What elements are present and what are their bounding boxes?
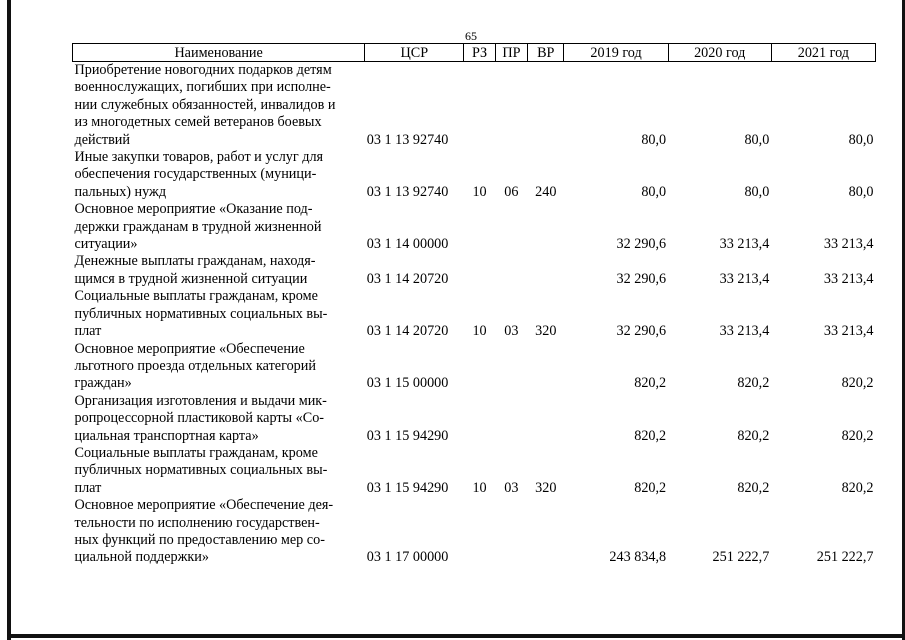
row-rz bbox=[464, 253, 495, 288]
row-name-line: Денежные выплаты гражданам, находя- bbox=[74, 253, 316, 270]
row-name-line: ропроцессорной пластиковой карты «Со- bbox=[74, 410, 325, 427]
table-row bbox=[73, 497, 876, 567]
table-row bbox=[73, 288, 876, 340]
row-name-line: военнослужащих, погибших при исполне- bbox=[74, 79, 331, 96]
row-value-2019: 80,0 bbox=[641, 183, 667, 200]
header-rz: РЗ bbox=[464, 44, 495, 62]
row-rz bbox=[464, 201, 495, 253]
row-csr: 03 1 13 92740 bbox=[366, 131, 449, 148]
row-csr: 03 1 13 92740 bbox=[366, 183, 449, 200]
row-value-2021: 251 222,7 bbox=[816, 549, 874, 566]
row-name-line: льготного проезда отдельных категорий bbox=[74, 357, 316, 374]
row-name-line: циальная транспортная карта» bbox=[74, 427, 259, 444]
row-rz: 10 bbox=[472, 479, 487, 496]
row-name-line: тельности по исполнению государствен- bbox=[74, 514, 320, 531]
row-name-line: нии служебных обязанностей, инвалидов и bbox=[74, 96, 336, 113]
row-name-line: Социальные выплаты гражданам, кроме bbox=[74, 288, 318, 305]
row-vr: 320 bbox=[535, 479, 557, 496]
row-value-2019: 243 834,8 bbox=[609, 549, 667, 566]
row-name-line: Иные закупки товаров, работ и услуг для bbox=[74, 149, 324, 166]
row-rz bbox=[464, 341, 495, 393]
header-2021: 2021 год bbox=[771, 44, 875, 62]
row-name-line: держки гражданам в трудной жизненной bbox=[74, 218, 322, 235]
row-name-line: щимся в трудной жизненной ситуации bbox=[74, 270, 308, 287]
row-pr bbox=[495, 497, 527, 567]
row-value-2020: 820,2 bbox=[737, 479, 770, 496]
row-name bbox=[73, 341, 365, 393]
row-csr: 03 1 17 00000 bbox=[366, 549, 449, 566]
row-csr: 03 1 14 20720 bbox=[366, 323, 449, 340]
row-value-2020: 820,2 bbox=[737, 427, 770, 444]
table-row bbox=[73, 62, 876, 150]
row-name-line: Основное мероприятие «Оказание под- bbox=[74, 201, 313, 218]
row-csr: 03 1 14 20720 bbox=[366, 270, 449, 287]
row-value-2021: 820,2 bbox=[841, 427, 874, 444]
row-name bbox=[73, 201, 365, 253]
row-value-2021: 80,0 bbox=[848, 131, 874, 148]
table-body bbox=[73, 62, 876, 567]
row-value-2021: 33 213,4 bbox=[823, 270, 874, 287]
row-value-2019: 820,2 bbox=[634, 427, 667, 444]
row-value-2020: 251 222,7 bbox=[712, 549, 770, 566]
row-rz bbox=[464, 62, 495, 150]
budget-table bbox=[72, 43, 876, 567]
row-name-line: плат bbox=[74, 479, 102, 496]
table-row bbox=[73, 253, 876, 288]
row-value-2020: 80,0 bbox=[744, 183, 770, 200]
row-name-line: Социальные выплаты гражданам, кроме bbox=[74, 444, 318, 461]
table-header-row bbox=[73, 44, 876, 62]
budget-sheet bbox=[72, 43, 876, 567]
row-name-line: Основное мероприятие «Обеспечение bbox=[74, 340, 305, 357]
table-row bbox=[73, 393, 876, 445]
row-vr bbox=[528, 253, 564, 288]
header-name: Наименование bbox=[73, 44, 365, 62]
row-value-2021: 820,2 bbox=[841, 375, 874, 392]
row-rz: 10 bbox=[472, 183, 487, 200]
scan-border-left bbox=[7, 0, 11, 640]
row-csr: 03 1 15 00000 bbox=[366, 375, 449, 392]
row-pr bbox=[495, 393, 527, 445]
row-pr: 03 bbox=[504, 323, 519, 340]
scan-border-bottom bbox=[7, 634, 905, 638]
row-name-line: публичных нормативных социальных вы- bbox=[74, 462, 328, 479]
row-vr bbox=[528, 201, 564, 253]
row-vr bbox=[528, 62, 564, 150]
row-name bbox=[73, 149, 365, 201]
row-pr bbox=[495, 341, 527, 393]
row-pr bbox=[495, 201, 527, 253]
row-name bbox=[73, 288, 365, 340]
row-value-2019: 820,2 bbox=[634, 375, 667, 392]
row-name bbox=[73, 393, 365, 445]
row-name-line: обеспечения государственных (муници- bbox=[74, 166, 317, 183]
row-pr: 03 bbox=[504, 479, 519, 496]
row-name-line: ситуации» bbox=[74, 236, 138, 253]
row-value-2021: 820,2 bbox=[841, 479, 874, 496]
row-rz bbox=[464, 497, 495, 567]
row-vr bbox=[528, 393, 564, 445]
row-pr bbox=[495, 253, 527, 288]
row-value-2019: 32 290,6 bbox=[616, 236, 667, 253]
row-name-line: пальных) нужд bbox=[74, 183, 167, 200]
table-row bbox=[73, 201, 876, 253]
row-name-line: Основное мероприятие «Обеспечение дея- bbox=[74, 497, 334, 514]
row-rz: 10 bbox=[472, 323, 487, 340]
row-name bbox=[73, 253, 365, 288]
row-name-line: плат bbox=[74, 323, 102, 340]
row-value-2020: 33 213,4 bbox=[719, 323, 770, 340]
row-value-2021: 33 213,4 bbox=[823, 323, 874, 340]
row-name bbox=[73, 497, 365, 567]
header-2019: 2019 год bbox=[564, 44, 668, 62]
row-name-line: Приобретение новогодних подарков детям bbox=[74, 62, 332, 78]
row-rz bbox=[464, 393, 495, 445]
row-name bbox=[73, 62, 365, 150]
row-name bbox=[73, 445, 365, 497]
table-row bbox=[73, 341, 876, 393]
row-name-line: циальной поддержки» bbox=[74, 549, 209, 566]
header-pr: ПР bbox=[495, 44, 527, 62]
row-value-2019: 32 290,6 bbox=[616, 270, 667, 287]
row-vr bbox=[528, 341, 564, 393]
row-value-2021: 80,0 bbox=[848, 183, 874, 200]
row-name-line: граждан» bbox=[74, 375, 132, 392]
row-name-line: действий bbox=[74, 131, 130, 148]
row-value-2019: 32 290,6 bbox=[616, 323, 667, 340]
row-value-2019: 80,0 bbox=[641, 131, 667, 148]
row-value-2021: 33 213,4 bbox=[823, 236, 874, 253]
table-row bbox=[73, 149, 876, 201]
row-name-line: публичных нормативных социальных вы- bbox=[74, 305, 328, 322]
row-value-2019: 820,2 bbox=[634, 479, 667, 496]
row-vr: 320 bbox=[535, 323, 557, 340]
header-vr: ВР bbox=[528, 44, 564, 62]
table-row bbox=[73, 445, 876, 497]
row-value-2020: 80,0 bbox=[744, 131, 770, 148]
header-csr: ЦСР bbox=[365, 44, 464, 62]
row-name-line: Организация изготовления и выдачи мик- bbox=[74, 392, 327, 409]
row-csr: 03 1 15 94290 bbox=[366, 427, 449, 444]
row-csr: 03 1 14 00000 bbox=[366, 236, 449, 253]
page-number: 65 bbox=[465, 29, 477, 43]
row-pr bbox=[495, 62, 527, 150]
row-value-2020: 33 213,4 bbox=[719, 270, 770, 287]
row-value-2020: 33 213,4 bbox=[719, 236, 770, 253]
row-csr: 03 1 15 94290 bbox=[366, 479, 449, 496]
row-vr bbox=[528, 497, 564, 567]
row-name-line: ных функций по предоставлению мер со- bbox=[74, 531, 325, 548]
header-2020: 2020 год bbox=[668, 44, 771, 62]
row-pr: 06 bbox=[504, 183, 519, 200]
row-name-line: из многодетных семей ветеранов боевых bbox=[74, 114, 322, 131]
row-value-2020: 820,2 bbox=[737, 375, 770, 392]
row-vr: 240 bbox=[535, 183, 557, 200]
